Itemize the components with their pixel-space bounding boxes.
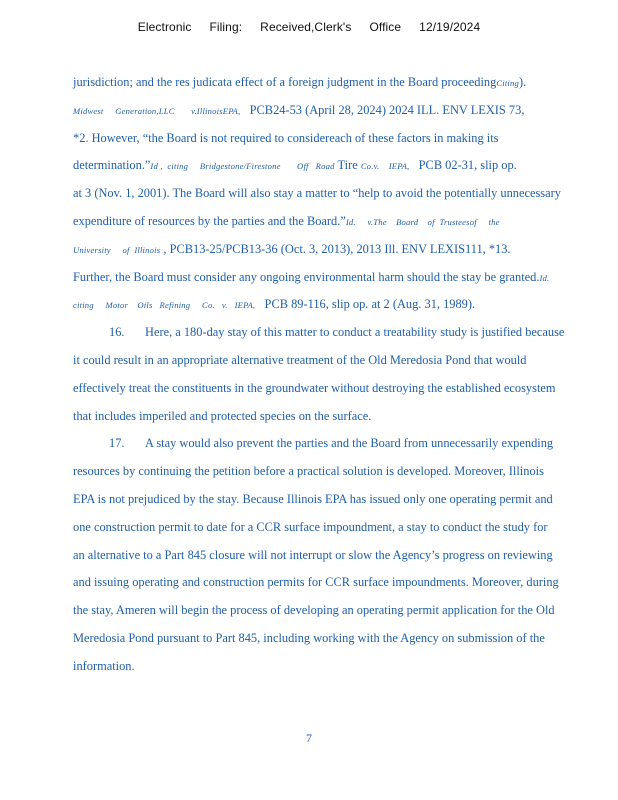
- citation-text: Id.: [539, 272, 550, 283]
- line-text: at 3 (Nov. 1, 2001). The Board will also stay a matter to “help to avoid the potentially unnecessary: [73, 186, 561, 201]
- text-line: information.: [73, 658, 135, 673]
- text-line: [73, 69, 605, 97]
- text-line: effectively treat the constituents in the groundwater without destroying the established ecosystem: [73, 380, 556, 395]
- line-text: expenditure of resources by the parties and the Board.”: [73, 213, 346, 228]
- stamp-word: Received,Clerk's: [260, 20, 352, 34]
- paragraph-number: 17.: [109, 436, 125, 451]
- line-text: ).: [519, 75, 527, 89]
- citation-text: Midwest Generation,LLC v.IllinoisEPA,: [73, 105, 241, 116]
- text-line: [73, 152, 605, 180]
- citation-text: citing Motor Oils Refining Co. v. IEPA,: [73, 300, 256, 311]
- line-text: Further, the Board must consider any ongoing environmental harm should the stay be granted.: [73, 269, 540, 284]
- stamp-word: Electronic: [137, 20, 192, 34]
- paragraph-number: 16.: [109, 325, 125, 340]
- text-line: [73, 430, 605, 458]
- stamp-word: 12/19/2024: [419, 20, 481, 34]
- citation-text: Id. v.The Board of Trusteesof the: [345, 216, 500, 227]
- citation-text: University of Illinois: [73, 244, 161, 255]
- text-line: and issuing operating and construction permits for CCR surface impoundments. Moreover, during: [73, 575, 559, 590]
- citation-text: Id , citing Bridgestone/Firestone Off Road: [150, 161, 335, 172]
- line-text: A stay would also prevent the parties and the Board from unnecessarily expending: [145, 436, 554, 451]
- text-line: EPA is not prejudiced by the stay. Because Illinois EPA has issued only one operating permit and: [73, 491, 553, 506]
- text-line: [73, 319, 605, 347]
- line-text: *2. However, “the Board is not required to considereach of these factors in making its: [73, 130, 499, 145]
- text-line: [73, 97, 605, 125]
- line-text: determination.”: [73, 158, 151, 173]
- line-text: Tire: [334, 158, 361, 173]
- text-line: [73, 236, 605, 264]
- text-line: [73, 264, 605, 292]
- line-text: PCB24-53 (April 28, 2024) 2024 ILL. ENV LEXIS 73,: [240, 102, 525, 117]
- stamp-word: Filing:: [209, 20, 243, 34]
- text-line: [73, 180, 605, 208]
- paragraph-16: [73, 319, 605, 430]
- text-line: it could result in an appropriate alternative treatment of the Old Meredosia Pond that would: [73, 352, 527, 367]
- line-text: Here, a 180-day stay of this matter to conduct a treatability study is justified because: [145, 325, 565, 340]
- text-line: resources by continuing the petition before a practical solution is developed. Moreover, Illinois: [73, 464, 544, 479]
- text-line: one construction permit to date for a CCR surface impoundment, a stay to conduct the study for: [73, 519, 548, 534]
- page-number: 7: [306, 731, 312, 745]
- text-line: that includes imperiled and protected species on the surface.: [73, 408, 372, 423]
- text-line: [73, 208, 605, 236]
- stamp-word: Office: [369, 20, 402, 34]
- line-text: PCB 89-116, slip op. at 2 (Aug. 31, 1989).: [255, 297, 476, 312]
- text-line: [73, 291, 605, 319]
- text-line: Meredosia Pond pursuant to Part 845, including working with the Agency on submission of the: [73, 630, 545, 645]
- line-text: PCB 02-31, slip op.: [409, 158, 517, 173]
- citation-text: Co.v. IEPA,: [360, 161, 410, 172]
- text-line: an alternative to a Part 845 closure will not interrupt or slow the Agency’s progress on reviewing: [73, 547, 553, 562]
- line-text: , PCB13-25/PCB13-36 (Oct. 3, 2013), 2013 Ill. ENV LEXIS111, *13.: [160, 241, 511, 256]
- line-text: jurisdiction; and the res judicata effect of a foreign judgment in the Board proceeding: [73, 75, 497, 89]
- paragraph-17: [73, 430, 605, 680]
- text-line: the stay, Ameren will begin the process of developing an operating permit application for the Old: [73, 603, 555, 618]
- filing-stamp: [0, 20, 618, 34]
- body-text: [73, 69, 605, 681]
- intro-paragraph: [73, 69, 605, 319]
- citation-text: Citing: [496, 78, 520, 88]
- text-line: [73, 125, 605, 153]
